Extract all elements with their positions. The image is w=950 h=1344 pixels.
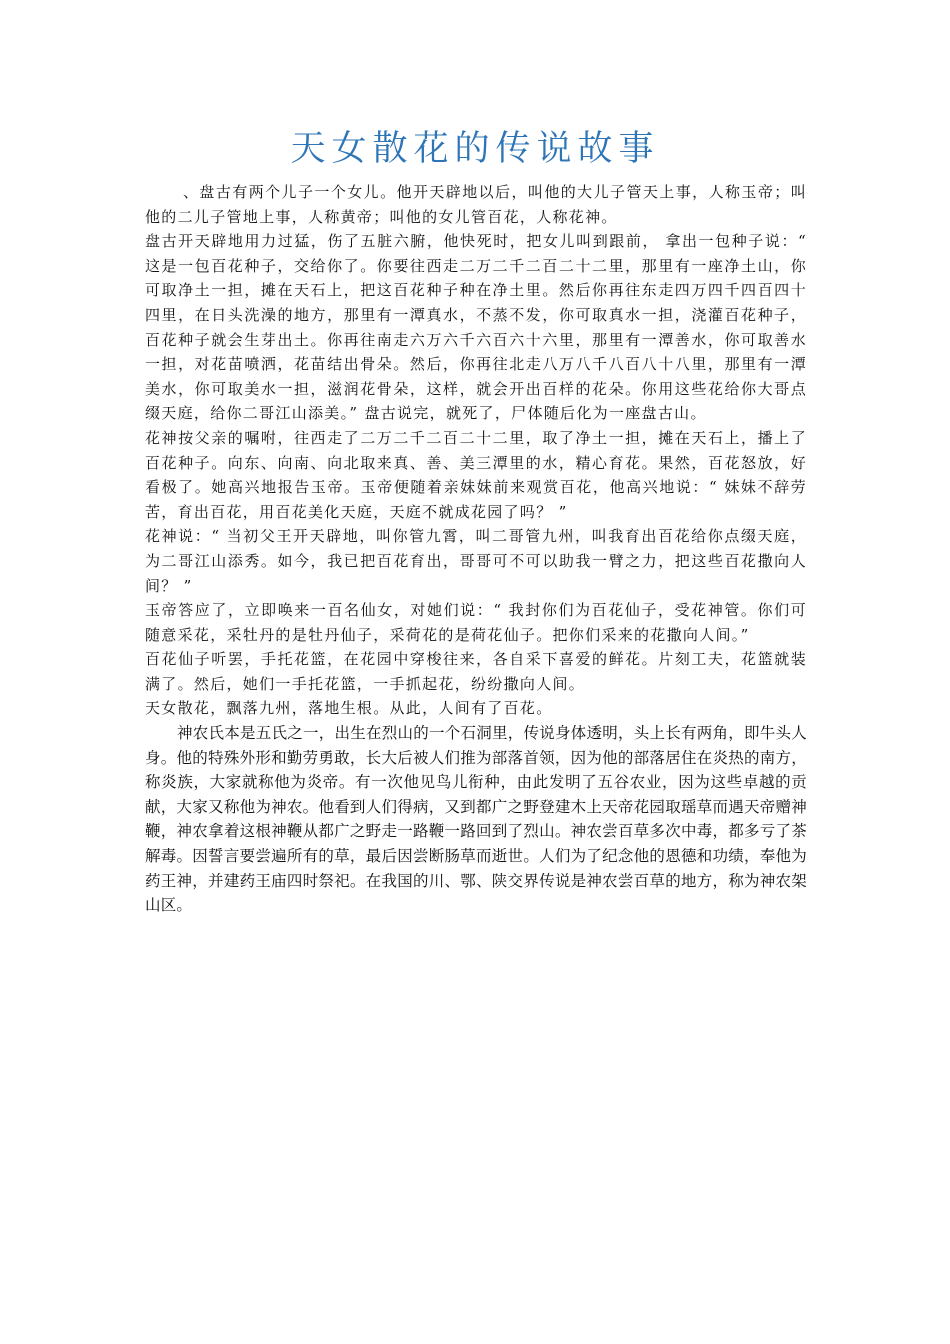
document-body — [145, 180, 807, 918]
paragraph-2: 盘古开天辟地用力过猛，伤了五脏六腑，他快死时，把女儿叫到跟前， 拿出一包种子说：“ 这是一包百花种子，交给你了。你要往西走二万二千二百二十二里，那里有一座净土山，你可取净土一担，摊在天石上，把这百花种子种在净土里。然后你再往东走四万四千四百四十四里，在日头洗澡的地方，那里有一潭真水，不蒸不发，你可取真水一担，浇灌百花种子，百花种子就会生芽出土。你再往南走六万六千六百六十六里，那里有一潭善水，你可取善水一担，对花苗喷洒，花苗结出骨朵。然后，你再往北走八万八千八百八十八里，那里有一潭美水，你可取美水一担，滋润花骨朵，这样，就会开出百样的花朵。你用这些花给你大哥点缀天庭，给你二哥江山添美。” 盘古说完，就死了，尸体随后化为一座盘古山。 — [145, 232, 807, 423]
paragraph-1: 、盘古有两个儿子一个女儿。他开天辟地以后，叫他的大儿子管天上事，人称玉帝；叫他的二儿子管地上事，人称黄帝；叫他的女儿管百花，人称花神。 — [145, 183, 807, 226]
paragraph-7: 天女散花，飘落九州，落地生根。从此，人间有了百花。 — [145, 699, 553, 718]
paragraph-8: 神农氏本是五氏之一，出生在烈山的一个石洞里，传说身体透明，头上长有两角，即牛头人身。他的特殊外形和勤劳勇敢，长大后被人们推为部落首领，因为他的部落居住在炎热的南方，称炎族，大家就称他为炎帝。有一次他见鸟儿衔种，由此发明了五谷农业，因为这些卓越的贡献，大家又称他为神农。他看到人们得病，又到都广之野登建木上天帝花园取瑶草而遇天帝赠神鞭，神农拿着这根神鞭从都广之野走一路鞭一路回到了烈山。神农尝百草多次中毒，都多亏了茶解毒。因誓言要尝遍所有的草，最后因尝断肠草而逝世。人们为了纪念他的恩德和功绩，奉他为药王神，并建药王庙四时祭祀。在我国的川、鄂、陕交界传说是神农尝百草的地方，称为神农架山区。 — [145, 724, 807, 915]
document-title: 天女散花的传说故事 — [290, 129, 660, 169]
paragraph-5: 玉帝答应了，立即唤来一百名仙女，对她们说：“ 我封你们为百花仙子，受花神管。你们可随意采花，采牡丹的是牡丹仙子，采荷花的是荷花仙子。把你们采来的花撒向人间。” — [145, 601, 807, 644]
paragraph-3: 花神按父亲的嘱咐，往西走了二万二千二百二十二里，取了净土一担，摊在天石上，播上了百花种子。向东、向南、向北取来真、善、美三潭里的水，精心育花。果然，百花怒放，好看极了。她高兴地报告玉帝。玉帝便随着亲妹妹前来观赏百花，他高兴地说：“ 妹妹不辞劳苦，育出百花，用百花美化天庭，天庭不就成花园了吗？ ” — [145, 428, 807, 521]
paragraph-4: 花神说：“ 当初父王开天辟地，叫你管九霄，叫二哥管九州，叫我育出百花给你点缀天庭，为二哥江山添秀。如今，我已把百花育出，哥哥可不可以助我一臂之力，把这些百花撒向人间？ ” — [145, 527, 807, 595]
paragraph-6: 百花仙子听罢，手托花篮，在花园中穿梭往来，各自采下喜爱的鲜花。片刻工夫，花篮就装满了。然后，她们一手托花篮，一手抓起花，纷纷撒向人间。 — [145, 650, 807, 693]
